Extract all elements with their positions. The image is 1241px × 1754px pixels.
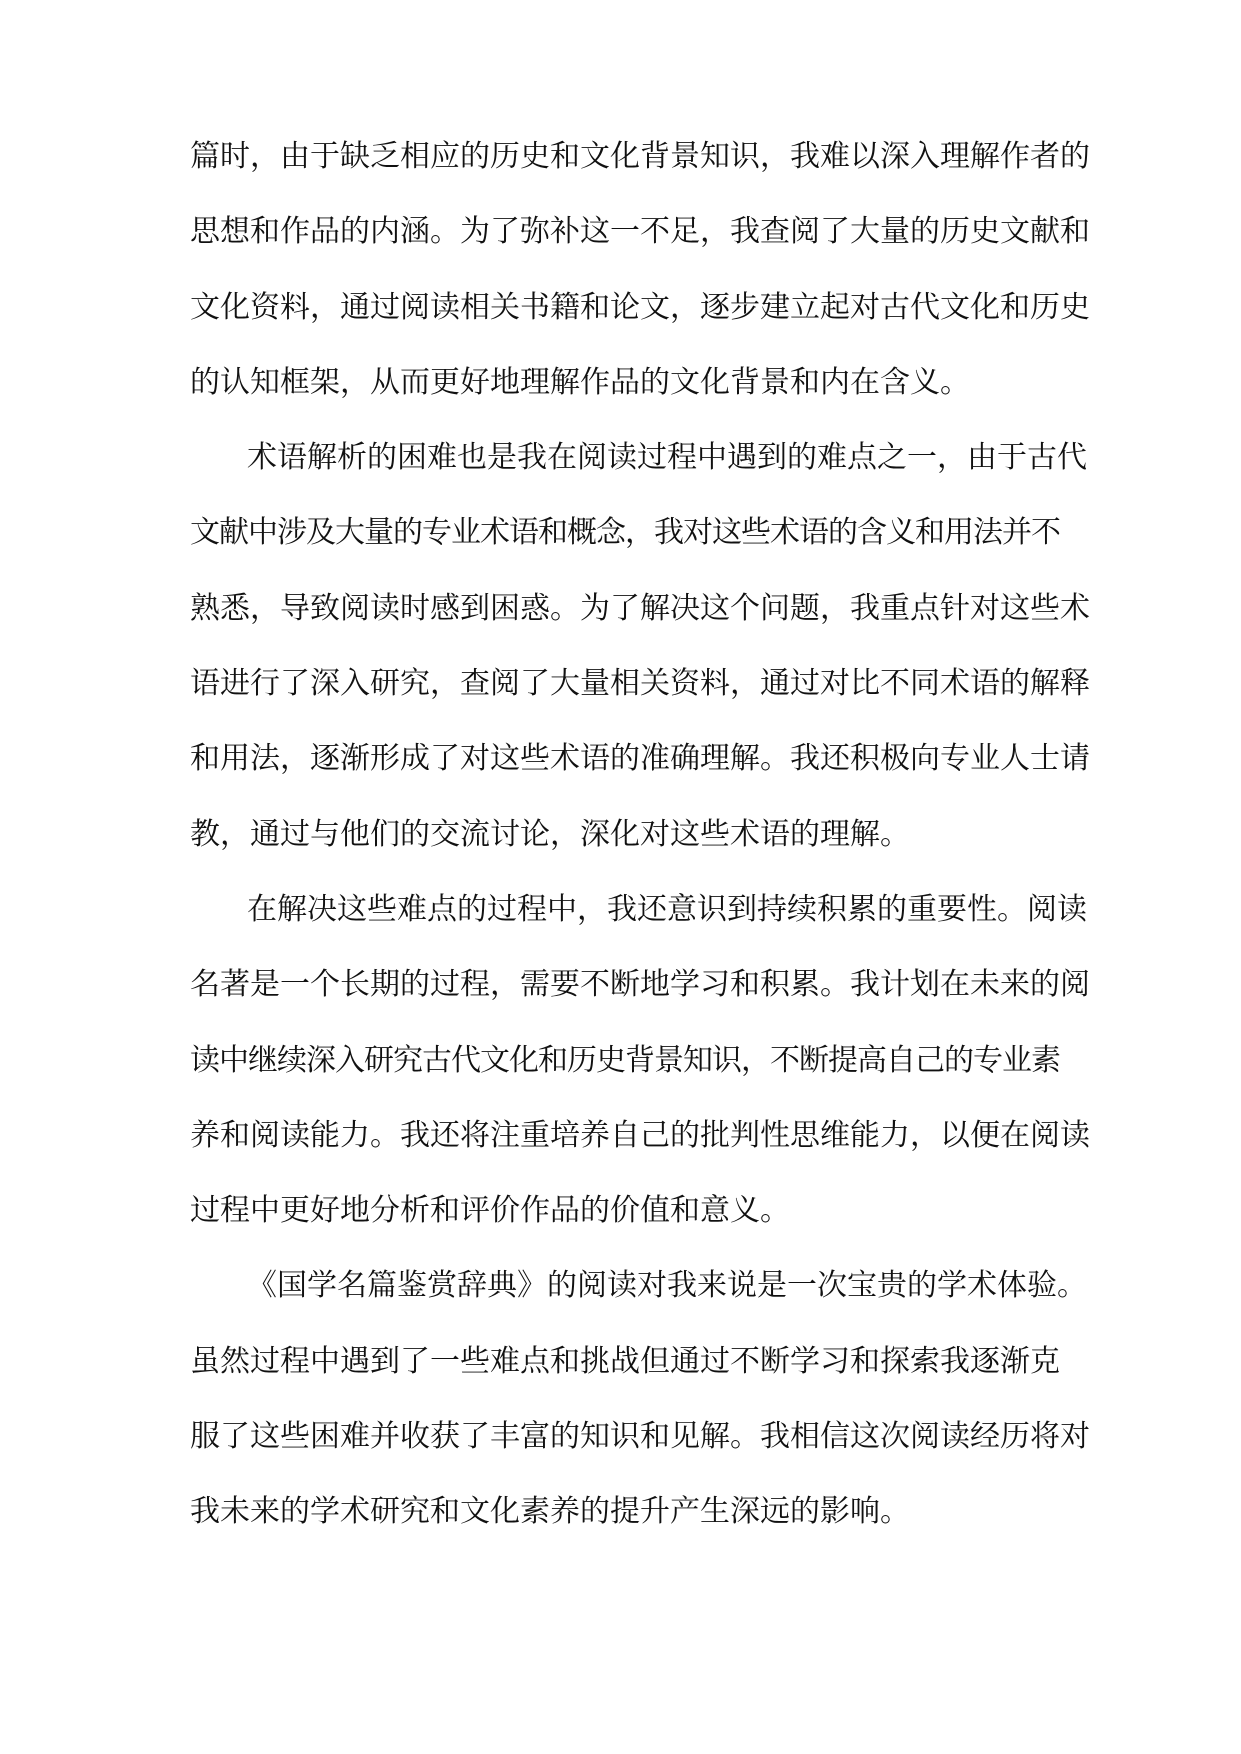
paragraph (190, 891, 1090, 1230)
text-line: 文献中涉及大量的专业术语和概念，我对这些术语的含义和用法并不 (190, 515, 1060, 551)
text-line: 语进行了深入研究，查阅了大量相关资料，通过对比不同术语的解释 (190, 666, 1090, 702)
text-line: 熟悉，导致阅读时感到困惑。为了解决这个问题，我重点针对这些术 (190, 590, 1090, 626)
text-line: 养和阅读能力。我还将注重培养自己的批判性思维能力，以便在阅读 (190, 1117, 1090, 1153)
paragraph (190, 1267, 1090, 1531)
body-text (190, 138, 1090, 1569)
paragraph (190, 138, 1090, 402)
text-line: 的认知框架，从而更好地理解作品的文化背景和内在含义。 (190, 364, 970, 400)
text-line: 教，通过与他们的交流讨论，深化对这些术语的理解。 (190, 816, 910, 852)
text-line: 《国学名篇鉴赏辞典》的阅读对我来说是一次宝贵的学术体验。 (247, 1268, 1087, 1304)
text-line: 和用法，逐渐形成了对这些术语的准确理解。我还积极向专业人士请 (190, 741, 1090, 777)
text-line: 文化资料，通过阅读相关书籍和论文，逐步建立起对古代文化和历史 (190, 289, 1090, 325)
text-line: 篇时，由于缺乏相应的历史和文化背景知识，我难以深入理解作者的 (190, 139, 1090, 174)
text-line: 我未来的学术研究和文化素养的提升产生深远的影响。 (190, 1494, 910, 1530)
text-line: 在解决这些难点的过程中，我还意识到持续积累的重要性。阅读 (247, 891, 1087, 927)
text-line: 思想和作品的内涵。为了弥补这一不足，我查阅了大量的历史文献和 (190, 214, 1090, 250)
text-line: 读中继续深入研究古代文化和历史背景知识，不断提高自己的专业素 (190, 1042, 1060, 1078)
paragraph (190, 439, 1090, 853)
text-line: 服了这些困难并收获了丰富的知识和见解。我相信这次阅读经历将对 (190, 1419, 1090, 1455)
text-line: 名著是一个长期的过程，需要不断地学习和积累。我计划在未来的阅 (190, 967, 1090, 1003)
text-line: 过程中更好地分析和评价作品的价值和意义。 (190, 1193, 790, 1229)
text-line: 虽然过程中遇到了一些难点和挑战但通过不断学习和探索我逐渐克 (190, 1343, 1060, 1379)
text-line: 术语解析的困难也是我在阅读过程中遇到的难点之一，由于古代 (247, 440, 1087, 476)
